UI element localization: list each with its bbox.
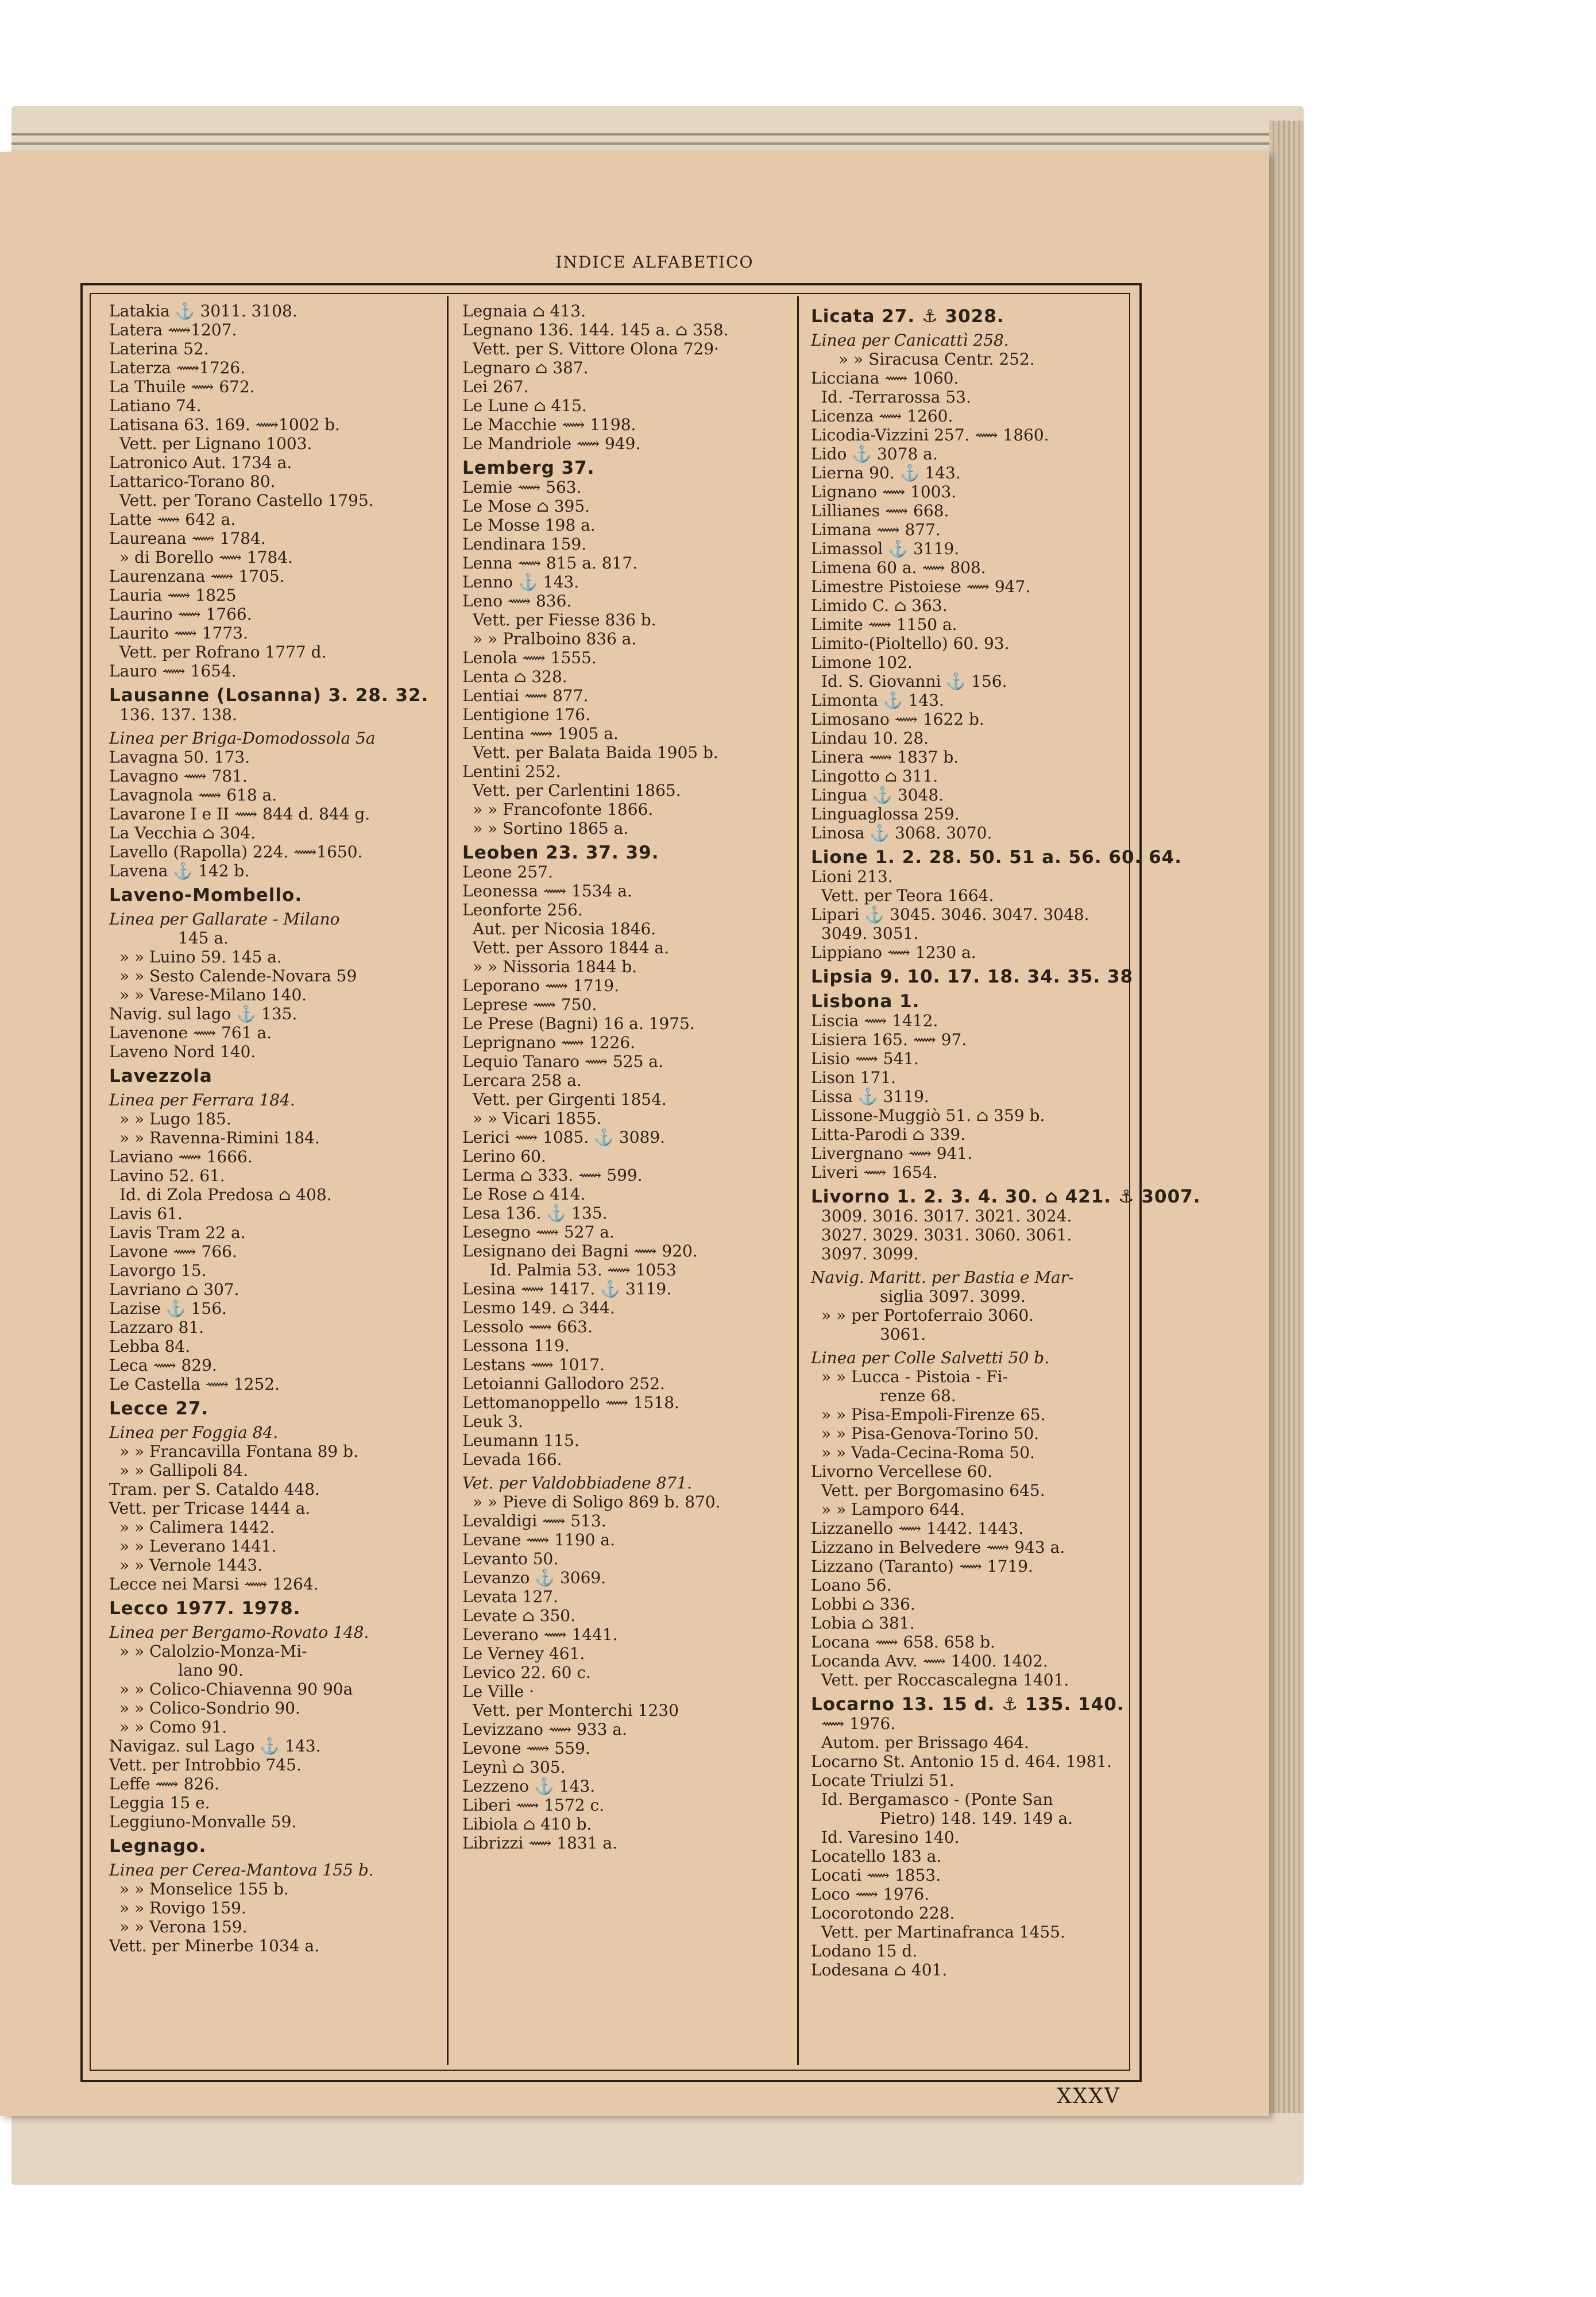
index-column-3 <box>811 301 1201 2059</box>
index-entry: Lavagna 50. 173. <box>109 748 250 767</box>
index-entry: Autom. per Brissago 464. <box>821 1733 1029 1752</box>
index-entry: Id. Varesino 140. <box>821 1828 960 1847</box>
column-divider <box>447 296 449 2065</box>
index-entry: Letoianni Gallodoro 252. <box>462 1374 665 1393</box>
index-entry: Lestans ⟿ 1017. <box>462 1355 605 1374</box>
index-entry: Lercara 258 a. <box>462 1071 582 1090</box>
index-entry: » » Calolzio-Monza-Mi- <box>119 1642 307 1661</box>
index-entry: » » Lugo 185. <box>119 1109 231 1128</box>
index-entry: » » Gallipoli 84. <box>119 1461 249 1480</box>
index-entry: Locarno St. Antonio 15 d. 464. 1981. <box>811 1752 1112 1771</box>
index-entry: Linea per Gallarate - Milano <box>109 910 340 929</box>
index-entry: Lenola ⟿ 1555. <box>462 648 597 667</box>
index-entry: Lizzano (Taranto) ⟿ 1719. <box>811 1557 1033 1576</box>
page-edges-right <box>1269 121 1304 2113</box>
index-entry: ⟿ 1976. <box>821 1714 896 1733</box>
index-entry: Lindau 10. 28. <box>811 729 929 748</box>
index-entry: Librizzi ⟿ 1831 a. <box>462 1834 617 1853</box>
index-entry: Linera ⟿ 1837 b. <box>811 748 959 767</box>
index-entry: Lessona 119. <box>462 1336 570 1355</box>
index-entry: » » Siracusa Centr. 252. <box>838 350 1035 369</box>
index-entry: Lido ⚓ 3078 a. <box>811 444 938 463</box>
index-entry: Linea per Foggia 84. <box>109 1423 279 1442</box>
index-entry: Lerino 60. <box>462 1147 546 1166</box>
index-entry: Leno ⟿ 836. <box>462 591 572 610</box>
index-entry: 3097. 3099. <box>821 1244 919 1263</box>
index-entry: Le Ville · <box>462 1682 535 1701</box>
index-entry: Vett. per Rofrano 1777 d. <box>119 643 327 662</box>
index-entry: Lei 267. <box>462 377 529 396</box>
index-entry: 3061. <box>880 1325 926 1344</box>
index-entry: » » Vernole 1443. <box>119 1556 263 1575</box>
index-entry: Lentina ⟿ 1905 a. <box>462 724 619 743</box>
index-entry: Latte ⟿ 642 a. <box>109 510 236 529</box>
index-entry: Leffe ⟿ 826. <box>109 1774 219 1793</box>
index-entry: 145 a. <box>178 929 229 948</box>
index-entry: 3027. 3029. 3031. 3060. 3061. <box>821 1225 1072 1244</box>
index-column-1 <box>109 301 439 2059</box>
index-entry: Lebba 84. <box>109 1337 191 1356</box>
index-entry: Vett. per Roccascalegna 1401. <box>821 1670 1069 1689</box>
index-entry: Lattarico-Torano 80. <box>109 472 276 491</box>
index-entry: Locorotondo 228. <box>811 1904 955 1923</box>
index-entry: Liberi ⟿ 1572 c. <box>462 1796 605 1815</box>
index-entry: Limone 102. <box>811 653 913 672</box>
index-entry: » » Lamporo 644. <box>821 1500 965 1519</box>
index-entry: Vett. per Lignano 1003. <box>119 434 312 453</box>
index-entry: Lentini 252. <box>462 762 561 781</box>
index-entry: Lesa 136. ⚓ 135. <box>462 1204 608 1223</box>
index-entry: Lodano 15 d. <box>811 1942 918 1960</box>
index-entry: Lettomanoppello ⟿ 1518. <box>462 1393 679 1412</box>
index-entry: Vett. per Assoro 1844 a. <box>473 938 670 957</box>
index-entry: » » Verona 159. <box>119 1917 248 1936</box>
index-entry: Latronico Aut. 1734 a. <box>109 453 292 472</box>
index-entry: Id. Palmia 53. ⟿ 1053 <box>490 1260 677 1279</box>
index-entry: Lodesana ⌂ 401. <box>811 1960 948 1979</box>
index-entry: Lavenone ⟿ 761 a. <box>109 1023 272 1042</box>
index-entry: renze 68. <box>880 1386 956 1405</box>
index-entry: Lavis 61. <box>109 1204 183 1223</box>
index-entry: Lesmo 149. ⌂ 344. <box>462 1298 615 1317</box>
index-entry: Lazise ⚓ 156. <box>109 1299 227 1318</box>
index-entry: Lizzano in Belvedere ⟿ 943 a. <box>811 1538 1065 1557</box>
index-entry: » » Colico-Chiavenna 90 90a <box>119 1680 353 1699</box>
index-entry: Linea per Ferrara 184. <box>109 1091 295 1109</box>
index-entry: Lavriano ⌂ 307. <box>109 1280 239 1299</box>
index-entry: Lavorgo 15. <box>109 1261 207 1280</box>
index-entry: » » Rovigo 159. <box>119 1898 246 1917</box>
index-entry: Latakia ⚓ 3011. 3108. <box>109 301 297 320</box>
index-entry: » » Sortino 1865 a. <box>473 819 629 838</box>
index-entry: » » Calimera 1442. <box>119 1518 275 1537</box>
page-edge-line <box>11 133 1298 136</box>
index-entry: Lenna ⟿ 815 a. 817. <box>462 554 638 573</box>
index-entry: » » Vada-Cecina-Roma 50. <box>821 1443 1035 1462</box>
index-entry: Lazzaro 81. <box>109 1318 204 1337</box>
index-entry: Le Verney 461. <box>462 1644 585 1663</box>
index-entry: Leca ⟿ 829. <box>109 1356 217 1375</box>
index-entry: Lissone-Muggiò 51. ⌂ 359 b. <box>811 1106 1045 1125</box>
index-entry: Limido C. ⌂ 363. <box>811 596 948 615</box>
index-entry: Lisio ⟿ 541. <box>811 1049 919 1068</box>
index-entry: Navig. sul lago ⚓ 135. <box>109 1004 297 1023</box>
index-entry: Lavagnola ⟿ 618 a. <box>109 786 277 805</box>
index-entry: » » Leverano 1441. <box>119 1537 277 1556</box>
index-entry: Licenza ⟿ 1260. <box>811 407 953 426</box>
index-entry: lano 90. <box>178 1661 244 1680</box>
index-entry: 3049. 3051. <box>821 924 919 943</box>
index-entry: Linea per Colle Salvetti 50 b. <box>811 1348 1050 1367</box>
index-entry: » » Pisa-Genova-Torino 50. <box>821 1424 1039 1443</box>
index-entry: Litta-Parodi ⌂ 339. <box>811 1125 966 1144</box>
index-entry: Leumann 115. <box>462 1431 579 1450</box>
index-entry: » » Monselice 155 b. <box>119 1880 289 1898</box>
index-entry: Le Prese (Bagni) 16 a. 1975. <box>462 1014 695 1033</box>
index-entry: Linea per Bergamo-Rovato 148. <box>109 1623 369 1642</box>
index-entry: Lavagno ⟿ 781. <box>109 767 248 786</box>
index-entry: Le Mosse 198 a. <box>462 516 596 535</box>
index-entry: Le Mose ⌂ 395. <box>462 497 590 516</box>
index-entry: Lavena ⚓ 142 b. <box>109 861 250 880</box>
index-entry: La Vecchia ⌂ 304. <box>109 823 256 842</box>
index-entry: Latisana 63. 169. ⟿1002 b. <box>109 415 340 434</box>
index-entry: Vett. per S. Vittore Olona 729· <box>473 339 719 358</box>
index-entry: Navigaz. sul Lago ⚓ 143. <box>109 1737 321 1755</box>
index-entry: Lillianes ⟿ 668. <box>811 501 949 520</box>
index-entry: Vett. per Girgenti 1854. <box>473 1090 667 1109</box>
index-entry: Lauro ⟿ 1654. <box>109 662 237 680</box>
index-entry: Lignano ⟿ 1003. <box>811 482 957 501</box>
index-entry: Livorno 1. 2. 3. 4. 30. ⌂ 421. ⚓ 3007. <box>811 1186 1201 1207</box>
index-entry: Lingotto ⌂ 311. <box>811 767 938 786</box>
index-entry: » » Vicari 1855. <box>473 1109 602 1128</box>
index-entry: Leprignano ⟿ 1226. <box>462 1033 636 1052</box>
index-entry: Lisiera 165. ⟿ 97. <box>811 1030 967 1049</box>
index-entry: Lobia ⌂ 381. <box>811 1614 915 1633</box>
index-entry: Leggiuno-Monvalle 59. <box>109 1812 297 1831</box>
index-entry: Leone 257. <box>462 863 553 881</box>
index-entry: Laureana ⟿ 1784. <box>109 529 266 548</box>
index-entry: Leggia 15 e. <box>109 1793 210 1812</box>
index-entry: » » Nissoria 1844 b. <box>473 957 637 976</box>
index-entry: La Thuile ⟿ 672. <box>109 377 255 396</box>
index-entry: Lenno ⚓ 143. <box>462 573 579 591</box>
index-entry: Vett. per Introbbio 745. <box>109 1755 302 1774</box>
index-entry: Legnano 136. 144. 145 a. ⌂ 358. <box>462 320 729 339</box>
index-entry: Loano 56. <box>811 1576 892 1595</box>
index-entry: Licodia-Vizzini 257. ⟿ 1860. <box>811 426 1049 444</box>
index-entry: Levanto 50. <box>462 1549 559 1568</box>
index-entry: Linea per Briga-Domodossola 5a <box>109 729 376 748</box>
index-entry: » » Sesto Calende-Novara 59 <box>119 966 357 985</box>
index-entry: Limena 60 a. ⟿ 808. <box>811 558 986 577</box>
index-entry: » » Pisa-Empoli-Firenze 65. <box>821 1405 1046 1424</box>
index-entry: Leynì ⌂ 305. <box>462 1758 566 1777</box>
index-entry: Levanzo ⚓ 3069. <box>462 1568 606 1587</box>
index-entry: Levada 166. <box>462 1450 562 1469</box>
index-entry: Lendinara 159. <box>462 535 587 554</box>
index-entry: Linguaglossa 259. <box>811 805 960 823</box>
index-entry: Linosa ⚓ 3068. 3070. <box>811 823 992 842</box>
index-entry: Le Lune ⌂ 415. <box>462 396 587 415</box>
index-entry: Locana ⟿ 658. 658 b. <box>811 1633 995 1652</box>
index-entry: Liscia ⟿ 1412. <box>811 1011 938 1030</box>
index-entry: Licata 27. ⚓ 3028. <box>811 306 1004 327</box>
index-entry: Libiola ⌂ 410 b. <box>462 1815 592 1834</box>
index-entry: Laurito ⟿ 1773. <box>109 624 248 643</box>
column-divider <box>797 296 799 2065</box>
index-entry: Lecce 27. <box>109 1398 209 1419</box>
index-entry: Lizzanello ⟿ 1442. 1443. <box>811 1519 1024 1538</box>
index-entry: Latera ⟿1207. <box>109 320 237 339</box>
index-entry: Limestre Pistoiese ⟿ 947. <box>811 577 1031 596</box>
index-entry: Laterina 52. <box>109 339 209 358</box>
index-entry: Vett. per Monterchi 1230 <box>473 1701 679 1720</box>
index-entry: Lemberg 37. <box>462 458 595 478</box>
index-entry: Lesegno ⟿ 527 a. <box>462 1223 615 1242</box>
index-entry: Lissa ⚓ 3119. <box>811 1087 929 1106</box>
index-entry: Levaldigi ⟿ 513. <box>462 1511 606 1530</box>
index-entry: Limonta ⚓ 143. <box>811 691 944 710</box>
index-entry: Livergnano ⟿ 941. <box>811 1144 973 1163</box>
index-entry: Leprese ⟿ 750. <box>462 995 597 1014</box>
index-entry: Locati ⟿ 1853. <box>811 1866 941 1885</box>
index-entry: Locanda Avv. ⟿ 1400. 1402. <box>811 1652 1048 1670</box>
index-entry: Leuk 3. <box>462 1412 523 1431</box>
index-entry: » » Lucca - Pistoia - Fi- <box>821 1367 1008 1386</box>
index-entry: Lavezzola <box>109 1066 212 1086</box>
index-entry: » » Ravenna-Rimini 184. <box>119 1128 320 1147</box>
index-entry: Liveri ⟿ 1654. <box>811 1163 938 1182</box>
index-entry: Lerma ⌂ 333. ⟿ 599. <box>462 1166 643 1185</box>
index-entry: Linea per Canicattì 258. <box>811 331 1009 350</box>
index-entry: Loco ⟿ 1976. <box>811 1885 930 1904</box>
index-entry: Limana ⟿ 877. <box>811 520 941 539</box>
index-entry: Laterza ⟿1726. <box>109 358 246 377</box>
index-entry: Leonforte 256. <box>462 900 583 919</box>
index-entry: Lavone ⟿ 766. <box>109 1242 237 1261</box>
index-entry: Locate Triulzi 51. <box>811 1771 954 1790</box>
index-entry: Laviano ⟿ 1666. <box>109 1147 253 1166</box>
index-entry: Vett. per Minerbe 1034 a. <box>109 1936 320 1955</box>
index-entry: Lavino 52. 61. <box>109 1166 225 1185</box>
index-entry: Leporano ⟿ 1719. <box>462 976 620 995</box>
index-entry: Locarno 13. 15 d. ⚓ 135. 140. <box>811 1694 1124 1715</box>
index-entry: Levata 127. <box>462 1587 558 1606</box>
index-entry: Vett. per Borgomasino 645. <box>821 1481 1045 1500</box>
index-entry: Lecco 1977. 1978. <box>109 1598 301 1619</box>
index-entry: » » per Portoferraio 3060. <box>821 1306 1034 1325</box>
index-entry: Lentiai ⟿ 877. <box>462 686 589 705</box>
index-entry: Lesignano dei Bagni ⟿ 920. <box>462 1242 698 1260</box>
index-entry: Laveno-Mombello. <box>109 885 303 906</box>
index-entry: » » Colico-Sondrio 90. <box>119 1699 300 1718</box>
index-entry: Id. Bergamasco - (Ponte San <box>821 1790 1053 1809</box>
index-entry: Lingua ⚓ 3048. <box>811 786 944 805</box>
index-entry: Licciana ⟿ 1060. <box>811 369 959 388</box>
index-entry: Id. di Zola Predosa ⌂ 408. <box>119 1185 332 1204</box>
index-entry: Lerici ⟿ 1085. ⚓ 3089. <box>462 1128 666 1147</box>
index-entry: Navig. Maritt. per Bastia e Mar- <box>811 1268 1074 1287</box>
index-entry: Lione 1. 2. 28. 50. 51 a. 56. 60. 64. <box>811 847 1182 868</box>
index-entry: Lausanne (Losanna) 3. 28. 32. <box>109 685 429 706</box>
index-entry: Lisbona 1. <box>811 991 920 1012</box>
index-entry: Limassol ⚓ 3119. <box>811 539 960 558</box>
index-entry: Lezzeno ⚓ 143. <box>462 1777 596 1796</box>
index-entry: » » Varese-Milano 140. <box>119 985 307 1004</box>
index-entry: » di Borello ⟿ 1784. <box>119 548 293 567</box>
index-entry: Vett. per Carlentini 1865. <box>473 781 681 800</box>
index-entry: Levate ⌂ 350. <box>462 1606 576 1625</box>
index-entry: Legnaro ⌂ 387. <box>462 358 589 377</box>
index-entry: Lison 171. <box>811 1068 896 1087</box>
index-entry: Leoben 23. 37. 39. <box>462 842 659 863</box>
index-entry: » » Pieve di Soligo 869 b. 870. <box>473 1492 721 1511</box>
index-entry: 136. 137. 138. <box>119 705 237 724</box>
index-entry: Vet. per Valdobbiadene 871. <box>462 1474 692 1492</box>
index-entry: » » Pralboino 836 a. <box>473 629 637 648</box>
index-entry: Limito-(Pioltello) 60. 93. <box>811 634 1010 653</box>
index-entry: Le Macchie ⟿ 1198. <box>462 415 636 434</box>
index-entry: Lauria ⟿ 1825 <box>109 586 237 605</box>
index-entry: 3009. 3016. 3017. 3021. 3024. <box>821 1206 1072 1225</box>
index-entry: Linea per Cerea-Mantova 155 b. <box>109 1861 374 1880</box>
index-entry: Laurenzana ⟿ 1705. <box>109 567 285 586</box>
index-entry: Id. S. Giovanni ⚓ 156. <box>821 672 1007 691</box>
index-entry: Legnago. <box>109 1836 207 1857</box>
index-entry: Lippiano ⟿ 1230 a. <box>811 943 976 962</box>
index-entry: Le Rose ⌂ 414. <box>462 1185 586 1204</box>
index-entry: Vett. per Balata Baida 1905 b. <box>473 743 718 762</box>
index-column-2 <box>462 301 793 2059</box>
index-entry: Vett. per Tricase 1444 a. <box>109 1499 311 1518</box>
index-entry: Livorno Vercellese 60. <box>811 1462 993 1481</box>
page-edge-line <box>11 142 1298 145</box>
index-entry: Lemie ⟿ 563. <box>462 478 582 497</box>
index-entry: Lenta ⌂ 328. <box>462 667 567 686</box>
index-entry: » » Francofonte 1866. <box>473 800 654 819</box>
index-entry: Lipari ⚓ 3045. 3046. 3047. 3048. <box>811 905 1089 924</box>
index-entry: Levico 22. 60 c. <box>462 1663 591 1682</box>
index-entry: Laveno Nord 140. <box>109 1042 256 1061</box>
index-entry: Lequio Tanaro ⟿ 525 a. <box>462 1052 663 1071</box>
index-entry: Aut. per Nicosia 1846. <box>473 919 656 938</box>
page-number: XXXV <box>1057 2085 1120 2108</box>
index-entry: Legnaia ⌂ 413. <box>462 301 586 320</box>
index-entry: Lessolo ⟿ 663. <box>462 1317 593 1336</box>
index-entry: » » Francavilla Fontana 89 b. <box>119 1442 358 1461</box>
index-entry: Tram. per S. Cataldo 448. <box>109 1480 320 1499</box>
index-entry: siglia 3097. 3099. <box>880 1287 1026 1306</box>
index-entry: » » Luino 59. 145 a. <box>119 948 282 966</box>
index-entry: Leverano ⟿ 1441. <box>462 1625 618 1644</box>
index-entry: Vett. per Fiesse 836 b. <box>473 610 656 629</box>
index-entry: Vett. per Torano Castello 1795. <box>119 491 374 510</box>
index-entry: Le Mandriole ⟿ 949. <box>462 434 641 453</box>
index-entry: Latiano 74. <box>109 396 202 415</box>
index-entry: Leonessa ⟿ 1534 a. <box>462 881 632 900</box>
index-entry: Limite ⟿ 1150 a. <box>811 615 957 634</box>
index-entry: Levone ⟿ 559. <box>462 1739 590 1758</box>
index-entry: Lentigione 176. <box>462 705 590 724</box>
index-entry: Lobbi ⌂ 336. <box>811 1595 915 1614</box>
index-entry: Pietro) 148. 149. 149 a. <box>880 1809 1073 1828</box>
index-entry: Limosano ⟿ 1622 b. <box>811 710 984 729</box>
index-entry: Lipsia 9. 10. 17. 18. 34. 35. 38 <box>811 966 1134 987</box>
index-entry: Id. -Terrarossa 53. <box>821 388 971 407</box>
index-entry: Lecce nei Marsi ⟿ 1264. <box>109 1575 319 1594</box>
index-entry: Lavarone I e II ⟿ 844 d. 844 g. <box>109 805 370 823</box>
index-entry: Lesina ⟿ 1417. ⚓ 3119. <box>462 1279 672 1298</box>
index-entry: Locatello 183 a. <box>811 1847 942 1866</box>
page-header: INDICE ALFABETICO <box>555 253 754 272</box>
index-entry: Lioni 213. <box>811 867 893 886</box>
index-entry: Vett. per Teora 1664. <box>821 886 994 905</box>
index-entry: Le Castella ⟿ 1252. <box>109 1375 280 1394</box>
index-entry: Vett. per Martinafranca 1455. <box>821 1923 1065 1942</box>
index-entry: Lierna 90. ⚓ 143. <box>811 463 961 482</box>
index-entry: Lavis Tram 22 a. <box>109 1223 246 1242</box>
index-entry: Levizzano ⟿ 933 a. <box>462 1720 627 1739</box>
index-entry: » » Como 91. <box>119 1718 227 1737</box>
index-entry: Lavello (Rapolla) 224. ⟿1650. <box>109 842 363 861</box>
index-entry: Levane ⟿ 1190 a. <box>462 1530 615 1549</box>
index-entry: Laurino ⟿ 1766. <box>109 605 252 624</box>
